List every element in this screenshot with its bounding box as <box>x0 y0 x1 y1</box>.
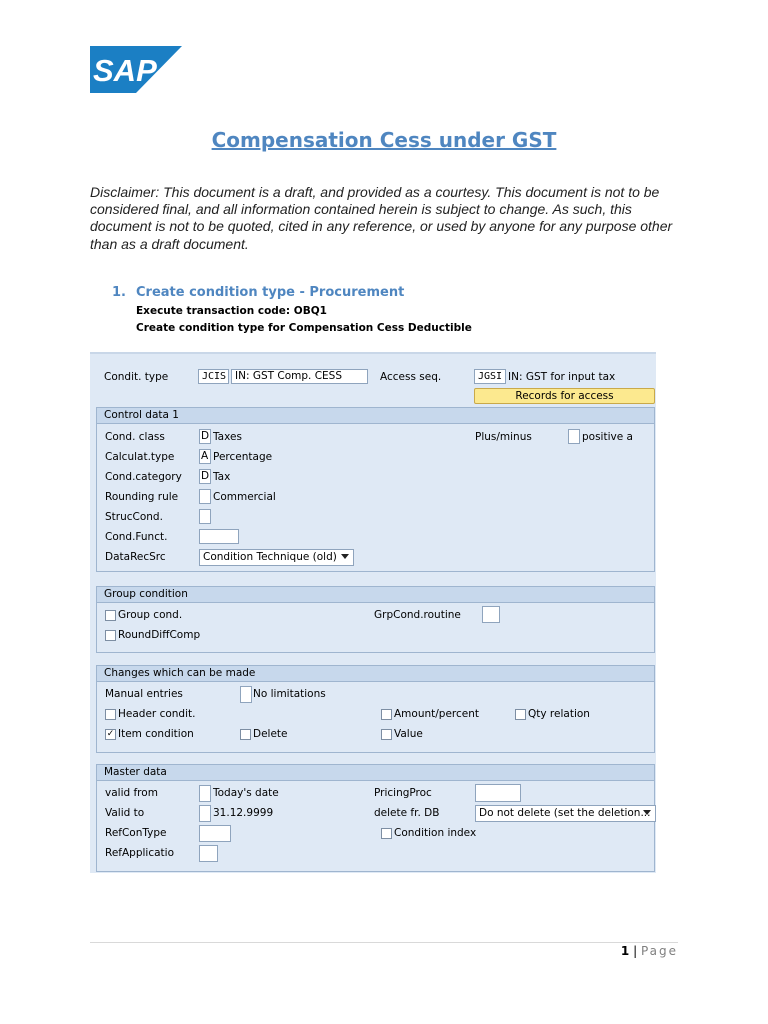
step-instruction-2: Create condition type for Compensation Cess Deductible <box>136 322 472 334</box>
step-title: Create condition type - Procurement <box>136 285 405 300</box>
delete-label: Delete <box>253 728 288 740</box>
rounding-rule-field[interactable] <box>199 489 211 504</box>
changes-group <box>96 665 655 753</box>
struc-cond-field[interactable] <box>199 509 211 524</box>
records-for-access-button[interactable]: Records for access <box>474 388 655 404</box>
master-data-group <box>96 764 655 872</box>
delete-checkbox[interactable] <box>240 729 251 740</box>
access-seq-desc: IN: GST for input tax <box>508 371 616 383</box>
step-number: 1. <box>112 285 126 300</box>
control-data-group <box>96 407 655 572</box>
rounding-rule-value: Commercial <box>213 491 276 503</box>
valid-to-label: Valid to <box>105 807 145 819</box>
disclaimer-text: Disclaimer: This document is a draft, and provided as a courtesy. This document is not to be considered final, and all information contained herein is subject to change. As such, this document is not to be quoted, cited in any reference, or used by anyone for any purpose other than as a draft document. <box>90 184 673 252</box>
round-diff-comp-label: RoundDiffComp <box>118 629 201 641</box>
cond-class-value: Taxes <box>213 431 242 443</box>
condition-index-label: Condition index <box>394 827 477 839</box>
amount-percent-checkbox[interactable] <box>381 709 392 720</box>
changes-header: Changes which can be made <box>97 666 654 682</box>
svg-text:®: ® <box>146 86 152 93</box>
ref-application-label: RefApplicatio <box>105 847 174 859</box>
condit-type-desc-field[interactable]: IN: GST Comp. CESS <box>231 369 368 384</box>
header-condit-checkbox[interactable] <box>105 709 116 720</box>
footer-divider <box>90 942 678 943</box>
valid-to-value: 31.12.9999 <box>213 807 274 819</box>
pricing-proc-field[interactable] <box>475 784 521 802</box>
condit-type-code-field[interactable]: JCIS <box>198 369 229 384</box>
group-condition-header: Group condition <box>97 587 654 603</box>
grpcond-routine-field[interactable] <box>482 606 500 623</box>
valid-from-field[interactable] <box>199 785 211 802</box>
condit-type-label: Condit. type <box>104 371 169 383</box>
value-checkbox[interactable] <box>381 729 392 740</box>
refcon-type-label: RefConType <box>105 827 167 839</box>
round-diff-comp-checkbox[interactable] <box>105 630 116 641</box>
plus-minus-value: positive a <box>582 431 633 443</box>
struc-cond-label: StrucCond. <box>105 511 163 523</box>
datarec-src-label: DataRecSrc <box>105 551 166 563</box>
calc-type-label: Calculat.type <box>105 451 175 463</box>
grpcond-routine-label: GrpCond.routine <box>374 609 461 621</box>
cond-category-label: Cond.category <box>105 471 182 483</box>
refcon-type-field[interactable] <box>199 825 231 842</box>
value-label: Value <box>394 728 423 740</box>
cond-category-code-field[interactable]: D <box>201 470 210 482</box>
plus-minus-label: Plus/minus <box>475 431 532 443</box>
svg-text:SAP: SAP <box>93 53 157 88</box>
access-seq-code-field[interactable]: JGSI <box>474 369 506 384</box>
header-condit-label: Header condit. <box>118 708 196 720</box>
document-title: Compensation Cess under GST <box>211 128 557 152</box>
access-seq-label: Access seq. <box>380 371 442 383</box>
chevron-down-icon <box>341 554 349 559</box>
valid-from-label: valid from <box>105 787 158 799</box>
sap-condition-type-screen <box>90 352 656 873</box>
page-word: Page <box>640 944 678 958</box>
manual-entries-label: Manual entries <box>105 688 183 700</box>
master-data-header: Master data <box>97 765 654 781</box>
valid-from-value: Today's date <box>213 787 279 799</box>
step-instruction-1: Execute transaction code: OBQ1 <box>136 305 327 317</box>
page-number: 1 <box>620 944 630 958</box>
cond-funct-label: Cond.Funct. <box>105 531 168 543</box>
group-cond-checkbox[interactable] <box>105 610 116 621</box>
amount-percent-label: Amount/percent <box>394 708 480 720</box>
manual-entries-value: No limitations <box>253 688 326 700</box>
qty-relation-checkbox[interactable] <box>515 709 526 720</box>
page-footer <box>600 944 678 958</box>
cond-class-code-field[interactable]: D <box>201 430 210 442</box>
datarec-src-select[interactable] <box>199 549 354 566</box>
item-condition-label: Item condition <box>118 728 194 740</box>
cond-class-label: Cond. class <box>105 431 165 443</box>
control-data-header: Control data 1 <box>97 408 654 424</box>
calc-type-code-field[interactable]: A <box>199 449 211 464</box>
ref-application-field[interactable] <box>199 845 218 862</box>
chevron-down-icon <box>643 810 651 815</box>
cond-category-value: Tax <box>213 471 231 483</box>
group-cond-label: Group cond. <box>118 609 183 621</box>
item-condition-checkbox[interactable]: ✓ <box>106 729 115 739</box>
valid-to-field[interactable] <box>199 805 211 822</box>
qty-relation-label: Qty relation <box>528 708 590 720</box>
sap-logo <box>90 46 182 93</box>
plus-minus-field[interactable] <box>568 429 580 444</box>
condition-index-checkbox[interactable] <box>381 828 392 839</box>
pricing-proc-label: PricingProc <box>374 787 432 799</box>
calc-type-value: Percentage <box>213 451 273 463</box>
manual-entries-field[interactable] <box>240 686 252 703</box>
delete-db-label: delete fr. DB <box>374 807 440 819</box>
cond-funct-field[interactable] <box>199 529 239 544</box>
footer-separator: | <box>633 944 638 958</box>
delete-db-value: Do not delete (set the deletion... <box>479 807 651 819</box>
delete-db-select[interactable] <box>475 805 656 822</box>
rounding-rule-label: Rounding rule <box>105 491 179 503</box>
datarec-src-value: Condition Technique (old) <box>203 551 337 563</box>
group-condition-group <box>96 586 655 653</box>
